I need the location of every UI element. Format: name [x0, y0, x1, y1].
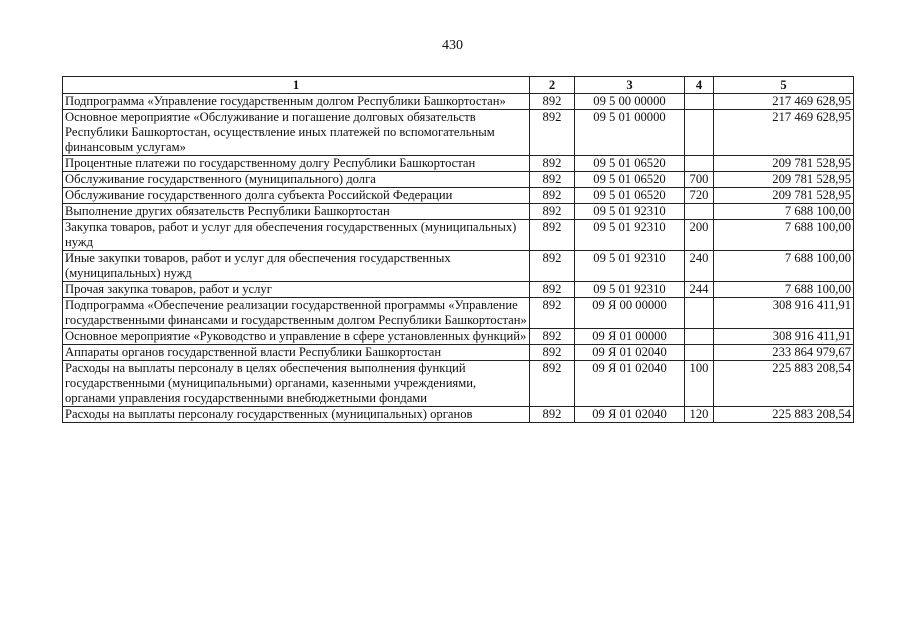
row-amount-cell: 7 688 100,00	[714, 220, 854, 251]
row-expense-type-cell	[685, 204, 714, 220]
row-department-cell: 892	[530, 220, 575, 251]
row-expense-type-cell: 720	[685, 188, 714, 204]
row-target-article-cell: 09 Я 00 00000	[575, 298, 685, 329]
table-row	[63, 156, 854, 172]
row-target-article-cell: 09 5 01 92310	[575, 282, 685, 298]
row-department-cell: 892	[530, 188, 575, 204]
row-expense-type-cell: 700	[685, 172, 714, 188]
row-expense-type-cell	[685, 110, 714, 156]
budget-table	[62, 76, 854, 423]
row-name-cell: Иные закупки товаров, работ и услуг для обеспечения государственных (муниципальных) нужд	[63, 251, 530, 282]
row-expense-type-cell	[685, 329, 714, 345]
row-target-article-cell: 09 5 01 92310	[575, 220, 685, 251]
row-amount-cell: 7 688 100,00	[714, 251, 854, 282]
row-name-cell: Расходы на выплаты персоналу государственных (муниципальных) органов	[63, 407, 530, 423]
column-header-expense-type: 4	[685, 77, 714, 94]
row-name-cell: Обслуживание государственного долга субъекта Российской Федерации	[63, 188, 530, 204]
row-department-cell: 892	[530, 282, 575, 298]
row-department-cell: 892	[530, 298, 575, 329]
row-amount-cell: 225 883 208,54	[714, 407, 854, 423]
row-target-article-cell: 09 Я 01 02040	[575, 361, 685, 407]
row-name-cell: Процентные платежи по государственному долгу Республики Башкортостан	[63, 156, 530, 172]
row-target-article-cell: 09 5 00 00000	[575, 94, 685, 110]
row-amount-cell: 225 883 208,54	[714, 361, 854, 407]
column-header-target-article: 3	[575, 77, 685, 94]
row-target-article-cell: 09 5 01 06520	[575, 172, 685, 188]
row-expense-type-cell: 244	[685, 282, 714, 298]
row-name-cell: Закупка товаров, работ и услуг для обеспечения государственных (муниципальных) нужд	[63, 220, 530, 251]
row-department-cell: 892	[530, 361, 575, 407]
row-expense-type-cell: 100	[685, 361, 714, 407]
row-name-cell: Основное мероприятие «Руководство и управление в сфере установленных функций»	[63, 329, 530, 345]
table-row	[63, 188, 854, 204]
row-amount-cell: 217 469 628,95	[714, 94, 854, 110]
row-expense-type-cell: 200	[685, 220, 714, 251]
row-name-cell: Прочая закупка товаров, работ и услуг	[63, 282, 530, 298]
row-name-cell: Подпрограмма «Управление государственным долгом Республики Башкортостан»	[63, 94, 530, 110]
row-expense-type-cell: 120	[685, 407, 714, 423]
row-expense-type-cell	[685, 156, 714, 172]
row-name-cell: Выполнение других обязательств Республики Башкортостан	[63, 204, 530, 220]
row-target-article-cell: 09 5 01 00000	[575, 110, 685, 156]
page-number: 430	[442, 38, 463, 53]
row-department-cell: 892	[530, 204, 575, 220]
row-amount-cell: 308 916 411,91	[714, 329, 854, 345]
row-department-cell: 892	[530, 251, 575, 282]
column-header-amount: 5	[714, 77, 854, 94]
row-department-cell: 892	[530, 94, 575, 110]
column-header-name: 1	[63, 77, 530, 94]
row-name-cell: Аппараты органов государственной власти Республики Башкортостан	[63, 345, 530, 361]
row-target-article-cell: 09 5 01 92310	[575, 204, 685, 220]
row-amount-cell: 233 864 979,67	[714, 345, 854, 361]
row-amount-cell: 7 688 100,00	[714, 282, 854, 298]
row-name-cell: Основное мероприятие «Обслуживание и погашение долговых обязательств Республики Башкортостан, осуществление иных платежей по вспомогательным финансовым услугам»	[63, 110, 530, 156]
row-expense-type-cell	[685, 345, 714, 361]
row-name-cell: Подпрограмма «Обеспечение реализации государственной программы «Управление государственными финансами и государственным долгом Республики Башкортостан»	[63, 298, 530, 329]
row-amount-cell: 308 916 411,91	[714, 298, 854, 329]
row-amount-cell: 217 469 628,95	[714, 110, 854, 156]
row-department-cell: 892	[530, 345, 575, 361]
row-expense-type-cell	[685, 298, 714, 329]
table-header-row	[63, 77, 854, 94]
table-row	[63, 220, 854, 251]
table-row	[63, 345, 854, 361]
table-row	[63, 361, 854, 407]
table-row	[63, 94, 854, 110]
table-row	[63, 204, 854, 220]
row-target-article-cell: 09 5 01 06520	[575, 156, 685, 172]
table-row	[63, 298, 854, 329]
row-target-article-cell: 09 Я 01 02040	[575, 407, 685, 423]
row-department-cell: 892	[530, 172, 575, 188]
row-department-cell: 892	[530, 329, 575, 345]
table-row	[63, 329, 854, 345]
column-header-department: 2	[530, 77, 575, 94]
row-department-cell: 892	[530, 110, 575, 156]
row-expense-type-cell: 240	[685, 251, 714, 282]
table-row	[63, 407, 854, 423]
row-target-article-cell: 09 5 01 92310	[575, 251, 685, 282]
row-target-article-cell: 09 Я 01 00000	[575, 329, 685, 345]
row-amount-cell: 209 781 528,95	[714, 172, 854, 188]
row-name-cell: Расходы на выплаты персоналу в целях обеспечения выполнения функций государственными (муниципальными) органами, казенными учреждениями, органами управления государственными внебюджетными фондами	[63, 361, 530, 407]
table-row	[63, 251, 854, 282]
row-target-article-cell: 09 5 01 06520	[575, 188, 685, 204]
row-department-cell: 892	[530, 407, 575, 423]
row-amount-cell: 209 781 528,95	[714, 188, 854, 204]
row-name-cell: Обслуживание государственного (муниципального) долга	[63, 172, 530, 188]
row-department-cell: 892	[530, 156, 575, 172]
table-row	[63, 110, 854, 156]
row-target-article-cell: 09 Я 01 02040	[575, 345, 685, 361]
row-amount-cell: 209 781 528,95	[714, 156, 854, 172]
table-row	[63, 282, 854, 298]
row-amount-cell: 7 688 100,00	[714, 204, 854, 220]
row-expense-type-cell	[685, 94, 714, 110]
table-row	[63, 172, 854, 188]
